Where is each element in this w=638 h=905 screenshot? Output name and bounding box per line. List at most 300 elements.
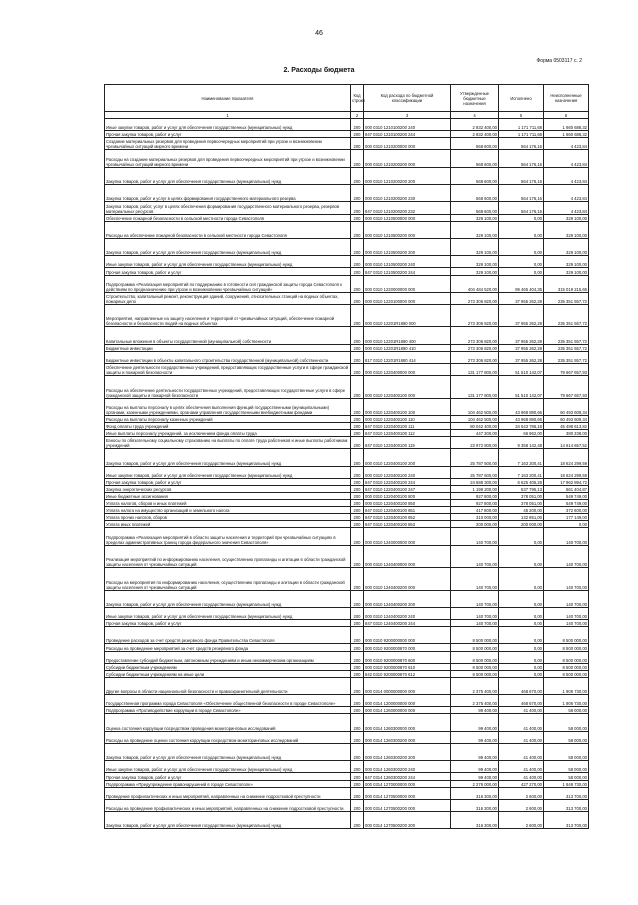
classification-code-cell: 000 0310 1220000000 000 bbox=[364, 275, 451, 292]
approved-cell: 131 177 800,00 bbox=[451, 363, 499, 375]
approved-cell: 140 700,00 bbox=[451, 607, 499, 619]
executed-cell: 41 400,00 bbox=[499, 761, 544, 773]
table-row bbox=[105, 731, 589, 743]
classification-code-cell: 000 0310 12201R1880 400 bbox=[364, 327, 451, 344]
line-code-cell: 200 bbox=[351, 651, 364, 663]
indicator-name-cell: Уплата налогов, сборов и иных платежей bbox=[105, 500, 351, 507]
indicator-name-cell: Закупка товаров, работ и услуг для обеспечения государственных (муниципальных) нужд bbox=[105, 238, 351, 255]
executed-cell: 0,00 bbox=[499, 268, 544, 275]
table-row bbox=[105, 268, 589, 275]
unexecuted-cell: 8 500 000,00 bbox=[544, 651, 589, 663]
approved-cell: 140 700,00 bbox=[451, 528, 499, 545]
executed-cell: 537 795,13 bbox=[499, 485, 544, 492]
approved-cell: 99 400,00 bbox=[451, 761, 499, 773]
line-code-cell: 200 bbox=[351, 731, 364, 743]
table-row bbox=[105, 449, 589, 466]
table-row bbox=[105, 568, 589, 590]
header-line-code: Код строки bbox=[351, 85, 364, 112]
classification-code-cell: 847 0310 1220400100 247 bbox=[364, 485, 451, 492]
approved-cell: 568 600,00 bbox=[451, 167, 499, 184]
classification-code-cell: 000 0310 9200000870 000 bbox=[364, 644, 451, 651]
line-code-cell: 200 bbox=[351, 590, 364, 607]
unexecuted-cell: 60 493 609,34 bbox=[544, 415, 589, 422]
indicator-name-cell: Расходы на выплаты персоналу в целях обеспечения выполнения функций государственными (муниципальными) органами, казенными учреждениями, органами управления государственными внебюджетными фондами bbox=[105, 398, 351, 415]
classification-code-cell: 000 0310 1240400200 240 bbox=[364, 607, 451, 619]
table-row bbox=[105, 415, 589, 422]
line-code-cell: 200 bbox=[351, 150, 364, 167]
classification-code-cell: 000 0310 1240400200 000 bbox=[364, 568, 451, 590]
classification-code-cell: 847 0310 1240400200 244 bbox=[364, 620, 451, 627]
line-code-cell: 200 bbox=[351, 743, 364, 760]
executed-cell: 564 176,16 bbox=[499, 138, 544, 150]
indicator-name-cell: Расходы на проведение мероприятий за счет средств резервного фонда bbox=[105, 644, 351, 651]
classification-code-cell: 000 0310 1220100000 000 bbox=[364, 292, 451, 304]
executed-cell: 1 171 711,68 bbox=[499, 119, 544, 131]
classification-code-cell: 000 0310 9200000000 000 bbox=[364, 627, 451, 644]
line-code-cell: 200 bbox=[351, 376, 364, 398]
header-unexecuted: Неисполненные назначения bbox=[544, 85, 589, 112]
classification-code-cell: 000 0310 1220400000 000 bbox=[364, 363, 451, 375]
indicator-name-cell: Расходы на проведение профилактических и иных мероприятий, направленных на снижение подростковой преступности bbox=[105, 799, 351, 811]
line-code-cell: 200 bbox=[351, 466, 364, 478]
table-row bbox=[105, 644, 589, 651]
classification-code-cell: 000 0314 1260300200 240 bbox=[364, 761, 451, 773]
executed-cell: 43 968 890,66 bbox=[499, 398, 544, 415]
indicator-name-cell: Фонд оплаты труда учреждений bbox=[105, 422, 351, 429]
approved-cell: 329 100,00 bbox=[451, 214, 499, 221]
indicator-name-cell: Прочая закупка товаров, работ и услуг bbox=[105, 773, 351, 780]
line-code-cell: 200 bbox=[351, 238, 364, 255]
line-code-cell: 200 bbox=[351, 437, 364, 449]
table-row bbox=[105, 670, 589, 677]
indicator-name-cell: Бюджетные инвестиции bbox=[105, 344, 351, 351]
unexecuted-cell: 0,00 bbox=[544, 521, 589, 528]
executed-cell: 0,00 bbox=[499, 221, 544, 238]
page-number: 46 bbox=[315, 30, 323, 37]
indicator-name-cell: Создание материальных резервов для проведения первоочередных мероприятий при угрозе и возникновении чрезвычайных ситуаций мирного времени bbox=[105, 138, 351, 150]
approved-cell: 273 306 820,00 bbox=[451, 327, 499, 344]
indicator-name-cell: Расходы на мероприятия по информированию населения, осуществлению пропаганды и агитации в области гражданской защиты населения от чрезвычайных ситуаций bbox=[105, 568, 351, 590]
classification-code-cell: 000 0310 9200000870 600 bbox=[364, 651, 451, 663]
line-code-cell: 200 bbox=[351, 545, 364, 567]
classification-code-cell: 817 0310 12201R1880 414 bbox=[364, 351, 451, 363]
indicator-name-cell: Подпрограмма «Предупреждение правонарушений в городе Севастополе» bbox=[105, 780, 351, 787]
approved-cell: 131 177 800,00 bbox=[451, 376, 499, 398]
indicator-name-cell: Иные закупки товаров, работ и услуг для обеспечения государственных (муниципальных) нужд bbox=[105, 256, 351, 268]
table-row bbox=[105, 221, 589, 238]
executed-cell: 132 851,00 bbox=[499, 514, 544, 521]
classification-code-cell: 000 0314 1270500200 200 bbox=[364, 811, 451, 828]
table-row bbox=[105, 590, 589, 607]
line-code-cell: 200 bbox=[351, 799, 364, 811]
unexecuted-cell: 235 351 557,72 bbox=[544, 327, 589, 344]
unexecuted-cell: 140 700,00 bbox=[544, 568, 589, 590]
indicator-name-cell: Уплата прочих налогов, сборов bbox=[105, 514, 351, 521]
executed-cell: 0,00 bbox=[499, 214, 544, 221]
line-code-cell: 200 bbox=[351, 811, 364, 828]
line-code-cell: 200 bbox=[351, 521, 364, 528]
table-row bbox=[105, 663, 589, 670]
indicator-name-cell: Расходы на обеспечение деятельности государственных учреждений, предоставляющих государственные услуги в сфере гражданской защиты и пожарной безопасности bbox=[105, 376, 351, 398]
executed-cell: 89 465 404,35 bbox=[499, 275, 544, 292]
line-code-cell: 200 bbox=[351, 185, 364, 202]
unexecuted-cell: 329 100,00 bbox=[544, 256, 589, 268]
indicator-name-cell: Подпрограмма «Реализация мероприятий в области защиты населения и территорий при чрезвычайных ситуациях в пределах административных границ города федерального значения Севастополя» bbox=[105, 528, 351, 545]
executed-cell: 564 176,16 bbox=[499, 202, 544, 214]
indicator-name-cell: Взносы по обязательному социальному страхованию на выплаты по оплате труда работников и иные выплаты работникам учреждений bbox=[105, 437, 351, 449]
unexecuted-cell: 4 423,84 bbox=[544, 167, 589, 184]
indicator-name-cell: Государственная программа города Севастополя «Обеспечение общественной безопасности в городе Севастополе» bbox=[105, 695, 351, 707]
approved-cell: 329 100,00 bbox=[451, 256, 499, 268]
executed-cell: 0,00 bbox=[499, 651, 544, 663]
indicator-name-cell: Закупка товаров, работ и услуг для обеспечения государственных (муниципальных) нужд bbox=[105, 743, 351, 760]
approved-cell: 200 000,00 bbox=[451, 521, 499, 528]
classification-code-cell: 000 0314 1270500200 000 bbox=[364, 799, 451, 811]
unexecuted-cell: 17 962 894,72 bbox=[544, 478, 589, 485]
approved-cell: 8 500 000,00 bbox=[451, 663, 499, 670]
expenses-table bbox=[104, 84, 589, 829]
indicator-name-cell: Проведение профилактических и иных мероприятий, направленных на снижение подростковой преступности bbox=[105, 787, 351, 799]
unexecuted-cell: 329 100,00 bbox=[544, 221, 589, 238]
unexecuted-cell: 140 700,00 bbox=[544, 620, 589, 627]
line-code-cell: 200 bbox=[351, 363, 364, 375]
executed-cell: 0,00 bbox=[499, 627, 544, 644]
indicator-name-cell: Уплата иных платежей bbox=[105, 521, 351, 528]
column-number: 5 bbox=[499, 112, 544, 119]
indicator-name-cell: Уплата налога на имущество организаций и земельного налога bbox=[105, 507, 351, 514]
indicator-name-cell: Закупка товаров, работ и услуг для обеспечения государственных (муниципальных) нужд bbox=[105, 449, 351, 466]
classification-code-cell: 000 0310 1210100200 240 bbox=[364, 119, 451, 131]
approved-cell: 273 306 820,00 bbox=[451, 305, 499, 327]
table-row bbox=[105, 492, 589, 499]
approved-cell: 140 700,00 bbox=[451, 568, 499, 590]
header-executed: Исполнено bbox=[499, 85, 544, 112]
header-classification-code: Код расхода по бюджетной классификации bbox=[364, 85, 451, 112]
classification-code-cell: 847 0314 1260300200 244 bbox=[364, 773, 451, 780]
table-row bbox=[105, 743, 589, 760]
table-row bbox=[105, 138, 589, 150]
approved-cell: 140 700,00 bbox=[451, 590, 499, 607]
table-row bbox=[105, 799, 589, 811]
classification-code-cell: 000 0310 1210500200 240 bbox=[364, 256, 451, 268]
table-row bbox=[105, 695, 589, 707]
approved-cell: 8 500 000,00 bbox=[451, 627, 499, 644]
indicator-name-cell: Подпрограмма «Реализация мероприятий по поддержанию в готовности сил гражданской защиты города Севастополя к действиям по предназначению при угрозе и возникновении чрезвычайных ситуаций» bbox=[105, 275, 351, 292]
executed-cell: 564 176,16 bbox=[499, 167, 544, 184]
executed-cell: 37 955 262,28 bbox=[499, 351, 544, 363]
approved-cell: 404 484 520,00 bbox=[451, 275, 499, 292]
classification-code-cell: 000 0314 1260300200 000 bbox=[364, 731, 451, 743]
executed-cell: 0,00 bbox=[499, 238, 544, 255]
approved-cell: 80 042 400,00 bbox=[451, 422, 499, 429]
executed-cell: 51 510 142,07 bbox=[499, 376, 544, 398]
classification-code-cell: 847 0310 1220400100 119 bbox=[364, 437, 451, 449]
approved-cell: 99 400,00 bbox=[451, 743, 499, 760]
table-row bbox=[105, 327, 589, 344]
executed-cell: 66 962,00 bbox=[499, 430, 544, 437]
classification-code-cell: 000 0310 12201R1880 410 bbox=[364, 344, 451, 351]
unexecuted-cell: 1 906 730,00 bbox=[544, 677, 589, 694]
indicator-name-cell: Закупка товаров, работ, услуг в целях обеспечения формирования государственного материального резерва, резервов материальных ресурсов bbox=[105, 202, 351, 214]
approved-cell: 316 300,00 bbox=[451, 787, 499, 799]
approved-cell: 8 500 000,00 bbox=[451, 644, 499, 651]
approved-cell: 273 306 820,00 bbox=[451, 351, 499, 363]
unexecuted-cell: 313 700,00 bbox=[544, 811, 589, 828]
classification-code-cell: 000 0310 9200000870 610 bbox=[364, 663, 451, 670]
unexecuted-cell: 1 848 730,00 bbox=[544, 780, 589, 787]
indicator-name-cell: Иные бюджетные ассигнования bbox=[105, 492, 351, 499]
table-row bbox=[105, 677, 589, 694]
approved-cell: 25 787 500,00 bbox=[451, 466, 499, 478]
executed-cell: 200 000,00 bbox=[499, 521, 544, 528]
table-row bbox=[105, 651, 589, 663]
table-row bbox=[105, 430, 589, 437]
table-row bbox=[105, 707, 589, 714]
executed-cell: 41 400,00 bbox=[499, 714, 544, 731]
unexecuted-cell: 14 614 657,52 bbox=[544, 437, 589, 449]
table-row bbox=[105, 202, 589, 214]
unexecuted-cell: 140 700,00 bbox=[544, 607, 589, 619]
unexecuted-cell: 315 019 215,65 bbox=[544, 275, 589, 292]
section-title: 2. Расходы бюджета bbox=[283, 67, 355, 74]
unexecuted-cell: 79 667 657,93 bbox=[544, 363, 589, 375]
indicator-name-cell: Закупка товаров, работ и услуг для обеспечения государственных (муниципальных) нужд bbox=[105, 590, 351, 607]
executed-cell: 6 625 405,28 bbox=[499, 478, 544, 485]
indicator-name-cell: Обеспечение деятельности государственных учреждений, предоставляющих государственные услуги в сфере гражданской защиты и пожарной безопасности bbox=[105, 363, 351, 375]
classification-code-cell: 000 0310 1220400100 200 bbox=[364, 449, 451, 466]
indicator-name-cell: Капитальные вложения в объекты государственной (муниципальной) собственности bbox=[105, 327, 351, 344]
executed-cell: 0,00 bbox=[499, 256, 544, 268]
approved-cell: 927 800,00 bbox=[451, 500, 499, 507]
table-row bbox=[105, 185, 589, 202]
line-code-cell: 200 bbox=[351, 327, 364, 344]
table-row bbox=[105, 150, 589, 167]
table-row bbox=[105, 714, 589, 731]
table-row bbox=[105, 620, 589, 627]
unexecuted-cell: 58 000,00 bbox=[544, 743, 589, 760]
table-row bbox=[105, 521, 589, 528]
executed-cell: 2 600,00 bbox=[499, 799, 544, 811]
classification-code-cell: 847 0310 1220400100 852 bbox=[364, 514, 451, 521]
table-row bbox=[105, 351, 589, 363]
classification-code-cell: 000 0310 1210500000 000 bbox=[364, 214, 451, 221]
approved-cell: 25 787 500,00 bbox=[451, 449, 499, 466]
executed-cell: 37 955 262,28 bbox=[499, 292, 544, 304]
executed-cell: 0,00 bbox=[499, 545, 544, 567]
classification-code-cell: 000 0310 1210500200 200 bbox=[364, 238, 451, 255]
executed-cell: 7 163 200,41 bbox=[499, 466, 544, 478]
table-row bbox=[105, 275, 589, 292]
classification-code-cell: 000 0314 1260000000 000 bbox=[364, 707, 451, 714]
line-code-cell: 200 bbox=[351, 644, 364, 651]
classification-code-cell: 847 0310 1220400100 244 bbox=[364, 478, 451, 485]
line-code-cell: 200 bbox=[351, 607, 364, 619]
approved-cell: 99 400,00 bbox=[451, 707, 499, 714]
table-row bbox=[105, 422, 589, 429]
line-code-cell: 200 bbox=[351, 398, 364, 415]
indicator-name-cell: Иные закупки товаров, работ и услуг для обеспечения государственных (муниципальных) нужд bbox=[105, 466, 351, 478]
approved-cell: 8 500 000,00 bbox=[451, 670, 499, 677]
indicator-name-cell: Реализация мероприятий по информированию населения, осуществлению пропаганды и агитации в области гражданской защиты населения от чрезвычайных ситуаций bbox=[105, 545, 351, 567]
approved-cell: 24 588 300,00 bbox=[451, 478, 499, 485]
classification-code-cell: 000 0314 1200000000 000 bbox=[364, 695, 451, 707]
unexecuted-cell: 177 149,00 bbox=[544, 514, 589, 521]
table-header-row bbox=[105, 85, 589, 112]
unexecuted-cell: 329 100,00 bbox=[544, 238, 589, 255]
executed-cell: 9 358 142,48 bbox=[499, 437, 544, 449]
indicator-name-cell: Прочая закупка товаров, работ и услуг bbox=[105, 268, 351, 275]
classification-code-cell: 000 0314 1260300000 000 bbox=[364, 714, 451, 731]
indicator-name-cell: Иные выплаты персоналу учреждений, за исключением фонда оплаты труда bbox=[105, 430, 351, 437]
line-code-cell: 200 bbox=[351, 528, 364, 545]
classification-code-cell: 000 0310 1220400100 100 bbox=[364, 398, 451, 415]
approved-cell: 2 375 400,00 bbox=[451, 695, 499, 707]
table-body bbox=[105, 119, 589, 829]
line-code-cell: 200 bbox=[351, 670, 364, 677]
indicator-name-cell: Субсидии бюджетным учреждениям bbox=[105, 663, 351, 670]
executed-cell: 51 510 142,07 bbox=[499, 363, 544, 375]
unexecuted-cell: 8 500 000,00 bbox=[544, 627, 589, 644]
unexecuted-cell: 4 423,84 bbox=[544, 202, 589, 214]
executed-cell: 0,00 bbox=[499, 590, 544, 607]
line-code-cell: 200 bbox=[351, 514, 364, 521]
approved-cell: 927 800,00 bbox=[451, 492, 499, 499]
classification-code-cell: 000 0310 1210500200 000 bbox=[364, 221, 451, 238]
line-code-cell: 200 bbox=[351, 119, 364, 131]
table-row bbox=[105, 167, 589, 184]
classification-code-cell: 000 0314 1260300200 200 bbox=[364, 743, 451, 760]
column-numbers-row bbox=[105, 112, 589, 119]
unexecuted-cell: 1 906 730,00 bbox=[544, 695, 589, 707]
table-row bbox=[105, 773, 589, 780]
indicator-name-cell: Закупка энергетических ресурсов bbox=[105, 485, 351, 492]
executed-cell: 0,00 bbox=[499, 568, 544, 590]
approved-cell: 310 000,00 bbox=[451, 514, 499, 521]
executed-cell: 41 400,00 bbox=[499, 731, 544, 743]
executed-cell: 0,00 bbox=[499, 670, 544, 677]
line-code-cell: 200 bbox=[351, 677, 364, 694]
unexecuted-cell: 313 700,00 bbox=[544, 799, 589, 811]
executed-cell: 0,00 bbox=[499, 663, 544, 670]
indicator-name-cell: Бюджетные инвестиции в объекты капитального строительства государственной (муниципальной) собственности bbox=[105, 351, 351, 363]
executed-cell: 41 400,00 bbox=[499, 707, 544, 714]
classification-code-cell: 000 0310 12201R1880 000 bbox=[364, 305, 451, 327]
executed-cell: 43 968 890,66 bbox=[499, 415, 544, 422]
executed-cell: 468 670,00 bbox=[499, 677, 544, 694]
table-row bbox=[105, 437, 589, 449]
indicator-name-cell: Прочая закупка товаров, работ и услуг bbox=[105, 620, 351, 627]
table-row bbox=[105, 214, 589, 221]
unexecuted-cell: 8 500 000,00 bbox=[544, 670, 589, 677]
indicator-name-cell: Расходы на обеспечение пожарной безопасности в сельской местности города Севастополя bbox=[105, 221, 351, 238]
classification-code-cell: 000 0314 0000000000 000 bbox=[364, 677, 451, 694]
executed-cell: 2 600,00 bbox=[499, 787, 544, 799]
executed-cell: 378 051,00 bbox=[499, 492, 544, 499]
line-code-cell: 200 bbox=[351, 695, 364, 707]
table-row bbox=[105, 131, 589, 138]
unexecuted-cell: 380 338,00 bbox=[544, 430, 589, 437]
indicator-name-cell: Другие вопросы в области национальной безопасности и правоохранительной деятельности bbox=[105, 677, 351, 694]
indicator-name-cell: Подпрограмма «Противодействие коррупции в городе Севастополе» bbox=[105, 707, 351, 714]
line-code-cell: 200 bbox=[351, 422, 364, 429]
unexecuted-cell: 4 423,84 bbox=[544, 138, 589, 150]
executed-cell: 0,00 bbox=[499, 607, 544, 619]
executed-cell: 2 600,00 bbox=[499, 811, 544, 828]
approved-cell: 329 100,00 bbox=[451, 238, 499, 255]
line-code-cell: 200 bbox=[351, 478, 364, 485]
table-row bbox=[105, 761, 589, 773]
line-code-cell: 200 bbox=[351, 449, 364, 466]
approved-cell: 568 600,00 bbox=[451, 138, 499, 150]
header-indicator-name: Наименование показателя bbox=[105, 85, 351, 112]
line-code-cell: 200 bbox=[351, 568, 364, 590]
unexecuted-cell: 79 667 657,93 bbox=[544, 376, 589, 398]
unexecuted-cell: 18 624 299,59 bbox=[544, 449, 589, 466]
classification-code-cell: 842 0310 9200000870 612 bbox=[364, 670, 451, 677]
line-code-cell: 200 bbox=[351, 167, 364, 184]
table-row bbox=[105, 478, 589, 485]
classification-code-cell: 000 0310 1220400100 240 bbox=[364, 466, 451, 478]
classification-code-cell: 847 0310 1210200200 232 bbox=[364, 202, 451, 214]
table-row bbox=[105, 292, 589, 304]
line-code-cell: 200 bbox=[351, 275, 364, 292]
line-code-cell: 200 bbox=[351, 773, 364, 780]
indicator-name-cell: Закупка товаров, работ и услуг в целях формирования государственного материального резерва bbox=[105, 185, 351, 202]
indicator-name-cell: Закупка товаров, работ и услуг для обеспечения государственных (муниципальных) нужд bbox=[105, 811, 351, 828]
classification-code-cell: 847 0310 1220400100 853 bbox=[364, 521, 451, 528]
classification-code-cell: 000 0310 1240400000 000 bbox=[364, 545, 451, 567]
table-row bbox=[105, 787, 589, 799]
unexecuted-cell: 235 351 557,72 bbox=[544, 344, 589, 351]
approved-cell: 417 800,00 bbox=[451, 507, 499, 514]
line-code-cell: 200 bbox=[351, 707, 364, 714]
line-code-cell: 200 bbox=[351, 787, 364, 799]
line-code-cell: 200 bbox=[351, 292, 364, 304]
executed-cell: 34 543 786,18 bbox=[499, 422, 544, 429]
unexecuted-cell: 235 351 557,72 bbox=[544, 351, 589, 363]
unexecuted-cell: 140 700,00 bbox=[544, 545, 589, 567]
line-code-cell: 200 bbox=[351, 492, 364, 499]
column-number: 6 bbox=[544, 112, 589, 119]
classification-code-cell: 000 0310 1220400100 850 bbox=[364, 500, 451, 507]
approved-cell: 329 100,00 bbox=[451, 221, 499, 238]
line-code-cell: 200 bbox=[351, 663, 364, 670]
line-code-cell: 200 bbox=[351, 221, 364, 238]
indicator-name-cell: Расходы на проведение оценки состояния коррупции посредством мониторинговых исследований bbox=[105, 731, 351, 743]
line-code-cell: 200 bbox=[351, 202, 364, 214]
unexecuted-cell: 140 700,00 bbox=[544, 590, 589, 607]
unexecuted-cell: 58 000,00 bbox=[544, 761, 589, 773]
executed-cell: 41 400,00 bbox=[499, 773, 544, 780]
indicator-name-cell: Оценка состояния коррупции посредством проведения мониторинговых исследований bbox=[105, 714, 351, 731]
indicator-name-cell: Предоставление субсидий бюджетным, автономным учреждениям и иным некоммерческим организациям bbox=[105, 651, 351, 663]
line-code-cell: 200 bbox=[351, 256, 364, 268]
table-row bbox=[105, 780, 589, 787]
approved-cell: 329 100,00 bbox=[451, 268, 499, 275]
classification-code-cell: 000 0310 1220400100 800 bbox=[364, 492, 451, 499]
classification-code-cell: 847 0310 1220400100 111 bbox=[364, 422, 451, 429]
approved-cell: 316 300,00 bbox=[451, 799, 499, 811]
executed-cell: 41 400,00 bbox=[499, 743, 544, 760]
indicator-name-cell: Проведение расходов за счет средств резервного фонда Правительства Севастополя bbox=[105, 627, 351, 644]
table-row bbox=[105, 344, 589, 351]
line-code-cell: 200 bbox=[351, 415, 364, 422]
unexecuted-cell: 329 100,00 bbox=[544, 268, 589, 275]
line-code-cell: 200 bbox=[351, 620, 364, 627]
unexecuted-cell: 58 000,00 bbox=[544, 773, 589, 780]
unexecuted-cell: 661 404,87 bbox=[544, 485, 589, 492]
line-code-cell: 200 bbox=[351, 507, 364, 514]
